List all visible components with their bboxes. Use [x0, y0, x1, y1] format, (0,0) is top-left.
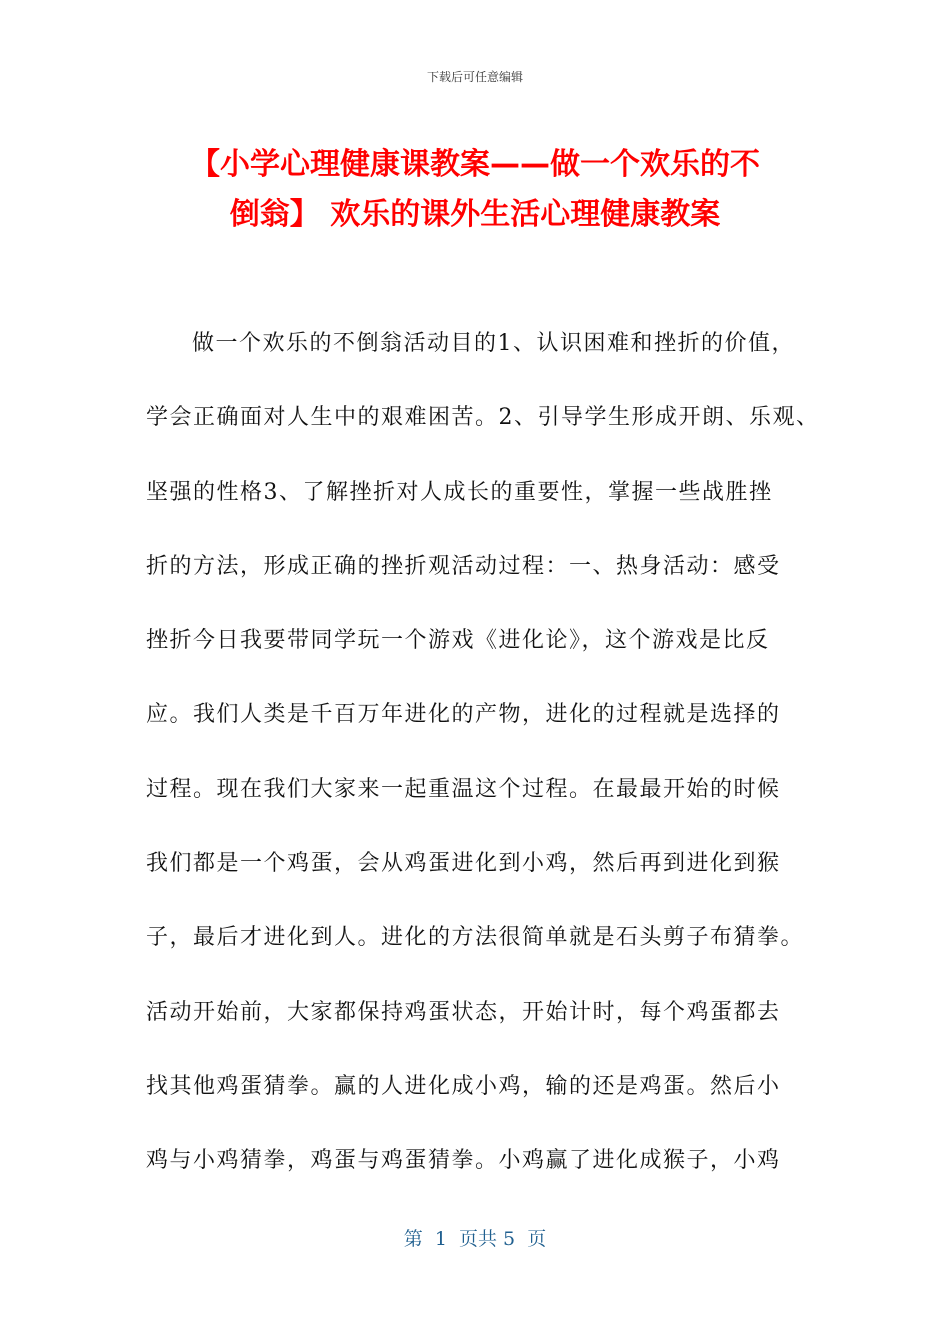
header-note: 下载后可任意编辑 — [426, 70, 523, 84]
body-line: 活动开始前，大家都保持鸡蛋状态，开始计时，每个鸡蛋都去 — [146, 999, 781, 1025]
body-line: 子，最后才进化到人。进化的方法很简单就是石头剪子布猜拳。 — [146, 925, 805, 951]
body-line: 鸡与小鸡猜拳，鸡蛋与鸡蛋猜拳。小鸡赢了进化成猴子，小鸡 — [146, 1148, 781, 1174]
body-text — [146, 318, 826, 1210]
body-line: 找其他鸡蛋猜拳。赢的人进化成小鸡，输的还是鸡蛋。然后小 — [146, 1073, 781, 1099]
body-line: 学会正确面对人生中的艰难困苦。2、引导学生形成开朗、乐观、 — [146, 405, 820, 431]
document-title — [110, 140, 840, 240]
body-line: 过程。现在我们大家来一起重温这个过程。在最最开始的时候 — [146, 776, 781, 802]
title-line-2: 倒翁】 欢乐的课外生活心理健康教案 — [229, 197, 721, 232]
title-line-1: 【小学心理健康课教案——做一个欢乐的不 — [190, 147, 760, 182]
body-line: 做一个欢乐的不倒翁活动目的1、认识困难和挫折的价值， — [192, 331, 795, 356]
body-line: 坚强的性格3、了解挫折对人成长的重要性，掌握一些战胜挫 — [146, 479, 773, 505]
body-line: 挫折今日我要带同学玩一个游戏《进化论》，这个游戏是比反 — [146, 628, 770, 654]
body-line: 应。我们人类是千百万年进化的产物，进化的过程就是选择的 — [146, 702, 781, 728]
body-line: 折的方法，形成正确的挫折观活动过程：一、热身活动：感受 — [146, 553, 781, 579]
body-line: 我们都是一个鸡蛋，会从鸡蛋进化到小鸡，然后再到进化到猴 — [146, 851, 781, 877]
page-footer: 第 1 页共 5 页 — [403, 1228, 547, 1250]
